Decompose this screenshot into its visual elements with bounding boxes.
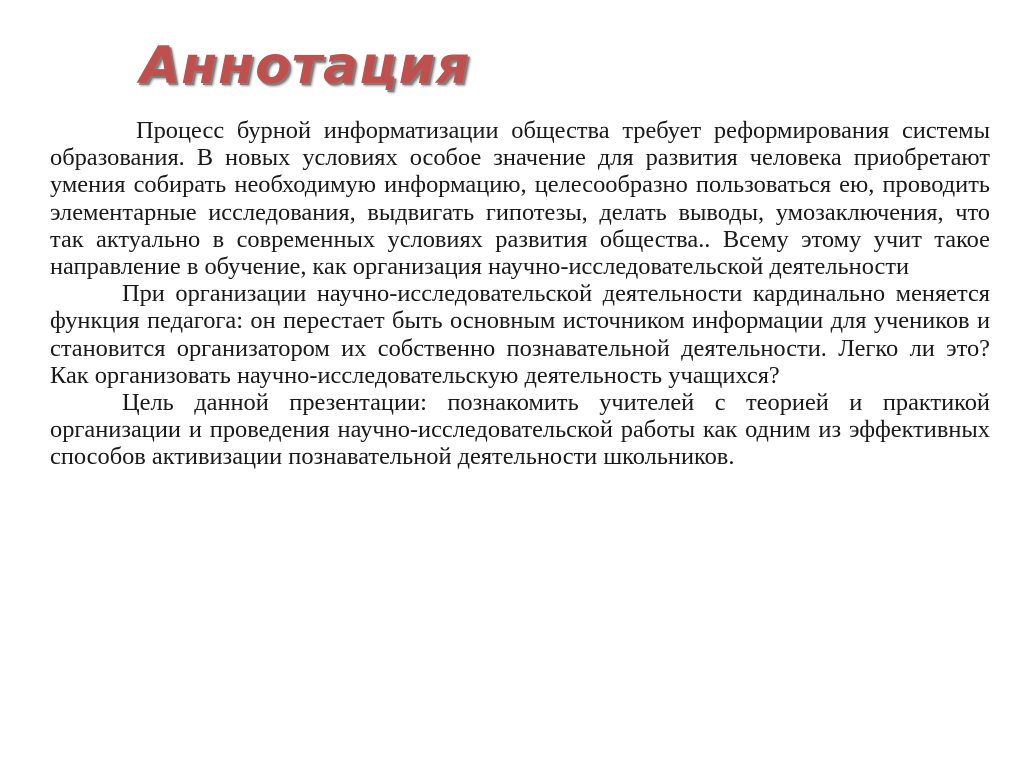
- paragraph-teacher-role: При организации научно-исследовательской деятельности кардинально меняется функция педагога: он перестает быть основным источником информации для учеников и становится организатором их собственно познавательной деятельности. Легко ли это? Как организовать научно-исследовательскую деятельность учащихся?: [50, 280, 990, 389]
- paragraph-intro: Процесс бурной информатизации общества требует реформирования системы образования. В новых условиях особое значение для развития человека приобретают умения собирать необходимую информацию, целесообразно пользоваться ею, проводить элементарные исследования, выдвигать гипотезы, делать выводы, умозаключения, что так актуально в современных условиях развития общества.. Всему этому учит такое направление в обучение, как организация научно-исследовательской деятельности: [50, 117, 990, 281]
- slide-body: [50, 117, 990, 471]
- slide-title: Аннотация: [140, 36, 471, 96]
- paragraph-goal: Цель данной презентации: познакомить учителей с теорией и практикой организации и проведения научно-исследовательской работы как одним из эффективных способов активизации познавательной деятельности школьников.: [50, 389, 990, 471]
